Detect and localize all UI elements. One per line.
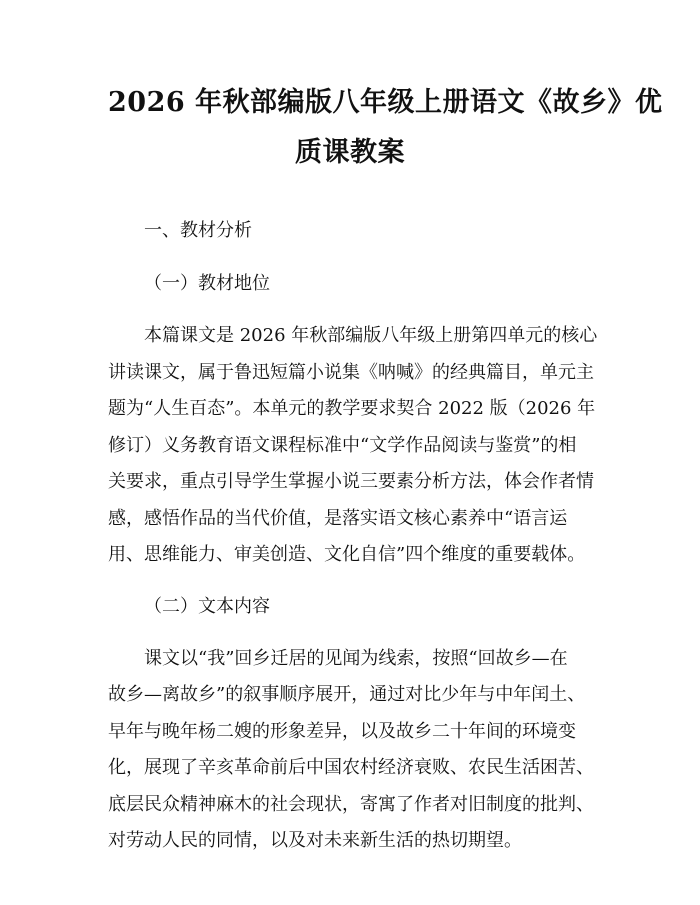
title-line: 2026 年秋部编版八年级上册语文《故乡》优	[108, 87, 663, 118]
subsection-heading-position: （一）教材地位	[144, 273, 270, 294]
paragraph-position	[108, 318, 598, 574]
subsection-heading-content: （二）文本内容	[144, 595, 270, 617]
title-line: 质课教案	[295, 137, 405, 168]
paragraph-line: 早年与晚年杨二嫂的形象差异，以及故乡二十年间的环境变	[108, 720, 576, 742]
section-heading: 一、教材分析	[144, 220, 252, 241]
document-title	[108, 78, 663, 178]
paragraph-line: 化，展现了辛亥革命前后中国农村经济衰败、农民生活困苦、	[108, 757, 594, 778]
paragraph-line: 课文以“我”回乡迁居的见闻为线索，按照“回故乡—在	[144, 647, 568, 669]
paragraph-line: 用、思维能力、审美创造、文化自信”四个维度的重要载体。	[108, 544, 586, 565]
paragraph-line: 底层民众精神麻木的社会现状，寄寓了作者对旧制度的批判、	[108, 793, 594, 815]
paragraph-content	[108, 641, 592, 860]
paragraph-line: 讲读课文，属于鲁迅短篇小说集《呐喊》的经典篇目，单元主	[108, 361, 594, 383]
paragraph-line: 题为“人生百态”。本单元的教学要求契合 2022 版（2026 年	[108, 398, 596, 419]
paragraph-line: 关要求，重点引导学生掌握小说三要素分析方法，体会作者情	[108, 471, 594, 492]
paragraph-line: 感，感悟作品的当代价值，是落实语文核心素养中“语言运	[108, 507, 568, 529]
paragraph-line: 故乡—离故乡”的叙事顺序展开，通过对比少年与中年闰土、	[108, 684, 586, 705]
paragraph-line: 修订）义务教育语文课程标准中“文学作品阅读与鉴赏”的相	[108, 434, 577, 456]
paragraph-line: 对劳动人民的同情，以及对未来新生活的热切期望。	[108, 830, 522, 851]
paragraph-line: 本篇课文是 2026 年秋部编版八年级上册第四单元的核心	[144, 325, 598, 346]
